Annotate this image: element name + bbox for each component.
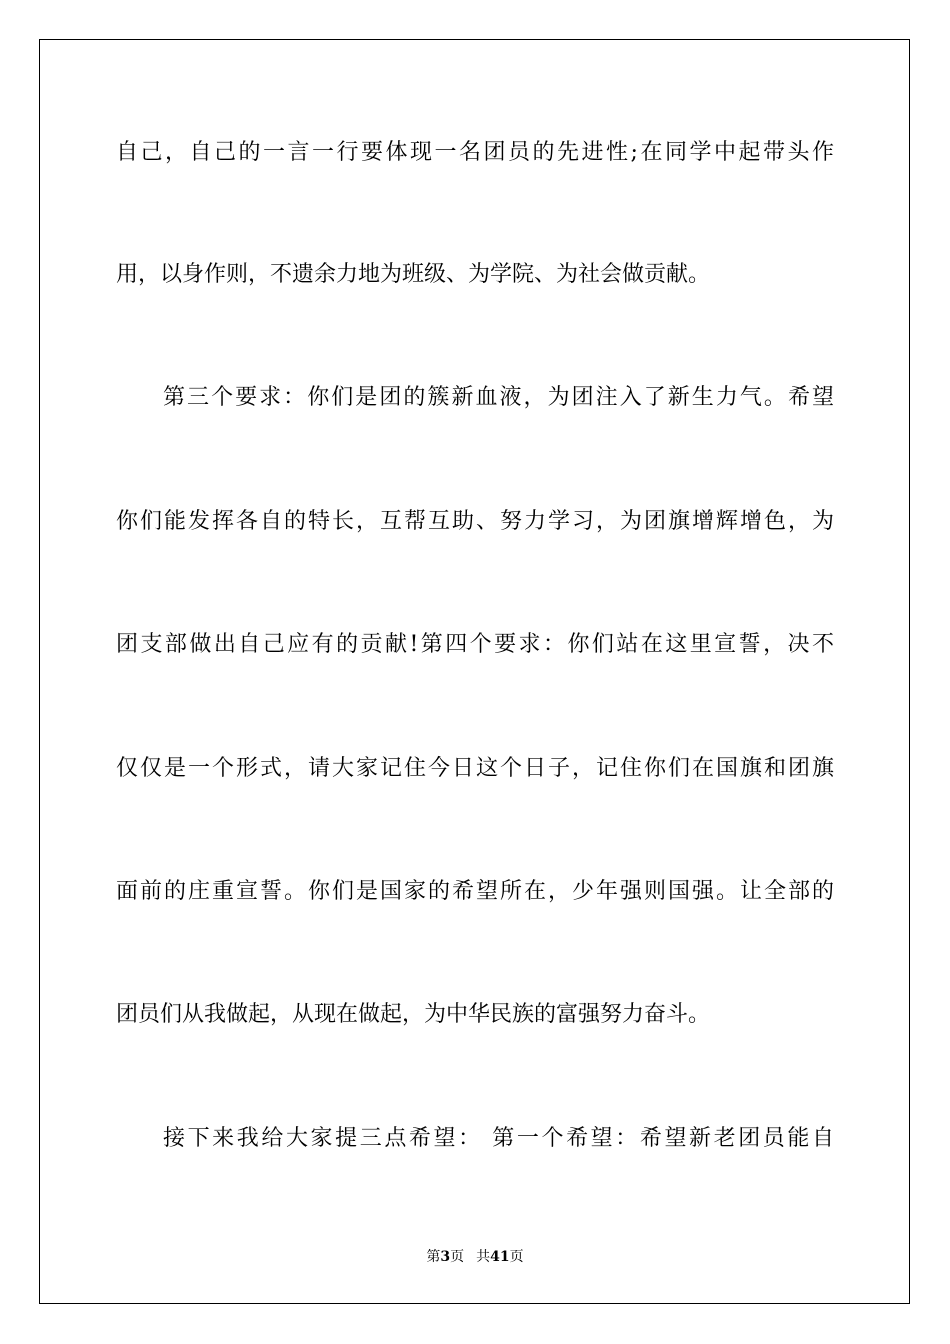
- footer-total-suffix: 页: [509, 1249, 524, 1265]
- footer-total-prefix: 共: [476, 1249, 491, 1265]
- text-line-6: 仅仅是一个形式，请大家记住今日这个日子，记住你们在国旗和团旗: [116, 756, 834, 781]
- text-line-1: 自己，自己的一言一行要体现一名团员的先进性;在同学中起带头作: [116, 140, 834, 165]
- text-line-7: 面前的庄重宣誓。你们是国家的希望所在，少年强则国强。让全部的: [116, 879, 834, 904]
- footer-page-suffix: 页: [450, 1249, 465, 1265]
- text-line-4: 你们能发挥各自的特长，互帮互助、努力学习，为团旗增辉增色，为: [116, 509, 834, 534]
- text-line-3: 第三个要求：你们是团的簇新血液，为团注入了新生力气。希望: [163, 385, 834, 410]
- footer-page-prefix: 第: [426, 1249, 441, 1265]
- footer-page-number: 3: [440, 1249, 451, 1265]
- footer-total-number: 41: [490, 1249, 510, 1265]
- text-line-9: 接下来我给大家提三点希望： 第一个希望：希望新老团员能自: [163, 1126, 834, 1151]
- text-line-8: 团员们从我做起，从现在做起，为中华民族的富强努力奋斗。: [116, 1002, 711, 1027]
- text-line-5: 团支部做出自己应有的贡献!第四个要求：你们站在这里宣誓，决不: [116, 632, 834, 657]
- text-line-2: 用，以身作则，不遗余力地为班级、为学院、为社会做贡献。: [116, 262, 711, 287]
- page-footer: [0, 1247, 950, 1267]
- page-frame: [39, 39, 910, 1304]
